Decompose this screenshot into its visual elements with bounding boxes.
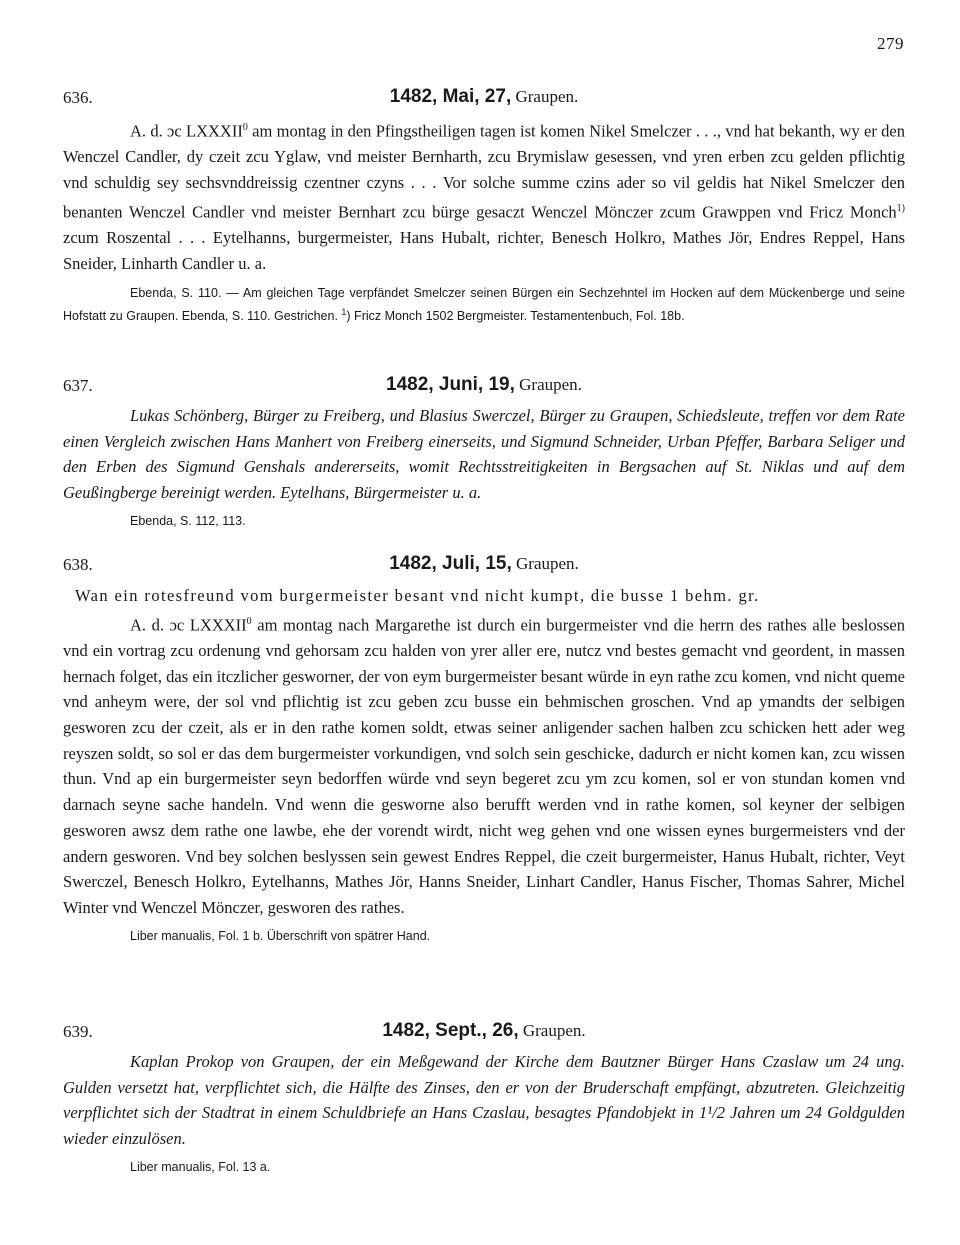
entry-heading (63, 553, 905, 575)
fraction: 1¹/2 (699, 1103, 726, 1123)
entry-header (63, 374, 905, 400)
entry-header (63, 553, 905, 579)
entry-637 (63, 374, 905, 531)
entry-text: A. d. ɔc LXXXII$^0$ am montag in den Pfingstheiligen tagen ist komen Nikel Smelczer . . ., vnd hat bekanth, wy er den Wenczel Candler, dy czeit zcu Yglaw, vnd meister Bernharth, zcu Brymislaw gesessen, vnd yren erben zcu gelden pflichtig vnd schuldig sey sechsvnddreissig czentner czyns . . . Vor solche summe czins ader so vil geldis hat Nikel Smelczer den benanten Wenczel Candler vnd meister Bernhart zcu bürge gesaczt Wenczel Mönczer zcum Grawppen vnd Fricz Monch$^{1)}$ zcum Roszental . . . Eytelhanns, burgermeister, Hans Hubalt, richter, Benesch Holkro, Mathes Jör, Endres Reppel, Hans Sneider, Linharth Candler u. a. (63, 121, 905, 273)
entry-place: Graupen. (516, 554, 579, 573)
entry-summary: Lukas Schönberg, Bürger zu Freiberg, und Blasius Swerczel, Bürger zu Graupen, Schiedsleute, treffen vor dem Rate einen Vergleich zwischen Hans Manhert von Freiberg einerseits, und Sigmund Schneider, Urban Pfeffer, Barbara Seliger und den Erben des Sigmund Genshals andererseits, womit Rechtsstreitigkeiten in Bergsachen auf St. Niklas und auf dem Geußingberge bereinigt werden. Eytelhans, Bürgermeister u. a. (63, 406, 905, 503)
entry-header (63, 86, 905, 112)
entry-number: 637. (63, 376, 93, 395)
entry-place: Graupen. (515, 87, 579, 106)
entry-note: Liber manualis, Fol. 13 a. (130, 1159, 271, 1174)
entry-place: Graupen. (522, 1021, 586, 1040)
entry-summary: Kaplan Prokop von Graupen, der ein Meßgewand der Kirche dem Bautzner Bürger Hans Czaslaw um 24 ung. Gulden versetzt hat, verpflichtet sich, die Hälfte des Zinses, den er von der Bruderschaft empfängt, abzutreten. Gleichzeitig verpflichtet sich der Stadtrat in einem Schuldbriefe an Hans Czaslau, besagtes Pfandobjekt in 1¹/2 Jahren um 24 Goldgulden wieder einzulösen. (63, 1052, 905, 1149)
entry-date: 1482, Mai, 27, (389, 86, 512, 107)
entry-heading (63, 374, 905, 396)
entry-note: Ebenda, S. 112, 113. (130, 513, 246, 528)
entry-place: Graupen. (519, 375, 582, 394)
entry-text: A. d. ɔc LXXXII$^0$ am montag nach Margarethe ist durch ein burgermeister vnd die herrn des rathes alle beslossen vnd ein vortrag zcu ordenung vnd gehorsam zcu halden von yrer aller ere, nutcz vnd bestes gemacht vnd geordent, in massen hernach folget, das ein itczlicher gesworner, der von eym burgermeister besant würde in eyn rathe zcu komen, vnd nicht queme vnd anheym were, der sol vnd pflichtig ist zcu geben zcu busse ein behmischen groschen. Vnd ap ymandts der selbigen gesworen zcu der czeit, als er in den rathe komen soldt, etwas seiner anligender sachen halben zcu schicken hett ader weg reyszen soldt, so sol er das dem burgermeister vorkundigen, vnd solch sein geschicke, dadurch er nicht komen kan, zcu wissen thun. Vnd ap ein burgermeister seyn bedorffen würde vnd seyn begeret zcu ym zcu komen, sol er von stundan komen vnd darnach seyne sache handeln. Vnd wenn die gesworne also berufft werden vnd in rathe komen, sol keyner der selbigen gesworen awsz dem rathe one lawbe, ehe der vorendt wirdt, nicht weg gehen vnd one wissen eynes burgermeisters vnd der andern gesworen. Vnd bey solchen beslyssen sein gewest Endres Reppel, die czeit burgermeister, Hanus Hubalt, richter, Veyt Swerczel, Benesch Holkro, Eytelhanns, Mathes Jör, Hanns Sneider, Linhart Candler, Hanus Fischer, Thomas Sahrer, Michel Winter vnd Wenczel Mönczer, gesworen des rathes. (63, 615, 905, 917)
entry-number: 638. (63, 555, 93, 574)
entry-note: Ebenda, S. 110. — Am gleichen Tage verpfändet Smelczer seinen Bürgen ein Sechzehntel im Hocken auf dem Mückenberge und seine Hofstatt zu Graupen. Ebenda, S. 110. Gestrichen. $^1$) Fricz Monch 1502 Bergmeister. Testamentenbuch, Fol. 18b. (63, 286, 905, 324)
entry-639 (63, 1020, 905, 1177)
entry-number: 639. (63, 1022, 93, 1041)
entry-rubric: Wan ein rotesfreund vom burgermeister besant vnd nicht kumpt, die busse 1 behm. gr. (75, 586, 760, 605)
entry-heading (63, 1020, 905, 1042)
page-number: 279 (877, 34, 904, 53)
entry-heading (63, 86, 905, 108)
entry-note: Liber manualis, Fol. 1 b. Überschrift von spätrer Hand. (130, 928, 431, 943)
entry-638 (63, 553, 905, 946)
entry-date: 1482, Juli, 15, (389, 553, 512, 574)
entry-636 (63, 86, 905, 326)
entry-date: 1482, Juni, 19, (386, 374, 515, 395)
entry-number: 636. (63, 88, 93, 107)
entry-date: 1482, Sept., 26, (382, 1020, 519, 1041)
entry-header (63, 1020, 905, 1046)
